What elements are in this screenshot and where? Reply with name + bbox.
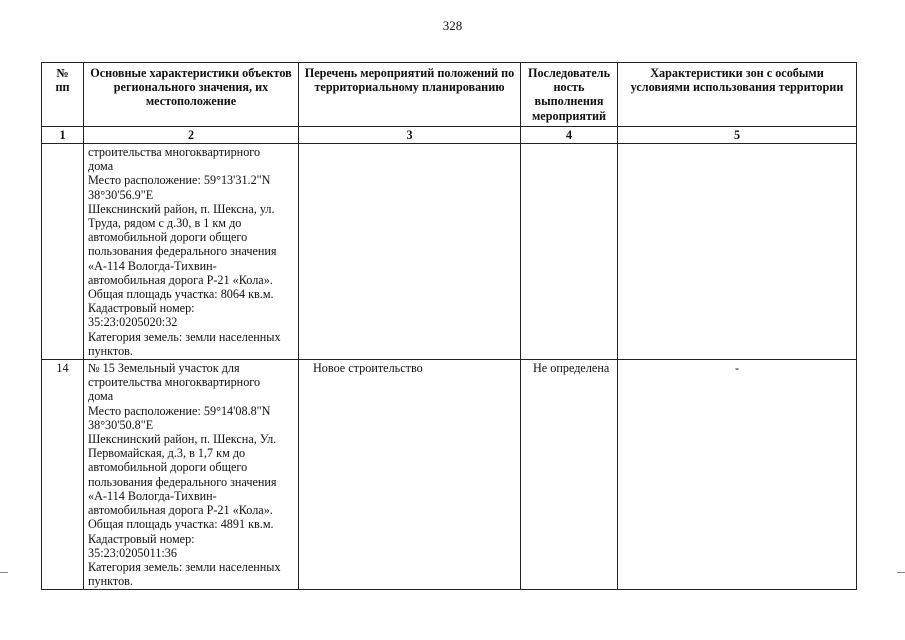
header-zones: Характеристики зон с особыми условиями использования территории	[618, 63, 857, 127]
column-number: 3	[299, 126, 521, 143]
header-row	[42, 63, 857, 127]
header-characteristics: Основные характеристики объектов регионального значения, их местоположение	[84, 63, 299, 127]
header-number: № пп	[42, 63, 84, 127]
zones-cell	[618, 144, 857, 360]
row-number	[42, 144, 84, 360]
table-row	[42, 144, 857, 360]
object-description: строительства многоквартирного дома Место расположение: 59°13'31.2"N 38°30'56.9"E Шекснинский район, п. Шексна, ул. Труда, рядом с д.30, в 1 км до автомобильной дороги общего пользования федерального значения «А-114 Вологда-Тихвин- автомобильная дорога Р-21 «Кола». Общая площадь участка: 8064 кв.м. Кадастровый номер: 35:23:0205020:32 Категория земель: земли населенных пунктов.	[84, 144, 299, 360]
activities-cell: Новое строительство	[299, 360, 521, 590]
sequence-cell: Не определена	[521, 360, 618, 590]
page-number: 328	[442, 18, 463, 33]
column-number: 1	[42, 126, 84, 143]
header-activities: Перечень мероприятий положений по территориальному планированию	[299, 63, 521, 127]
column-number: 2	[84, 126, 299, 143]
sequence-cell	[521, 144, 618, 360]
table-row	[42, 360, 857, 590]
margin-mark	[897, 572, 905, 573]
object-description: № 15 Земельный участок для строительства многоквартирного дома Место расположение: 59°14'08.8"N 38°30'50.8"E Шекснинский район, п. Шексна, Ул. Первомайская, д.3, в 1,7 км до автомобильной дороги общего пользования федерального значения «А-114 Вологда-Тихвин- автомобильная дорога Р-21 «Кола». Общая площадь участка: 4891 кв.м. Кадастровый номер: 35:23:0205011:36 Категория земель: земли населенных пунктов.	[84, 360, 299, 590]
column-number: 5	[618, 126, 857, 143]
header-sequence: Последователь ность выполнения мероприятий	[521, 63, 618, 127]
zones-cell: -	[618, 360, 857, 590]
row-number: 14	[42, 360, 84, 590]
column-number: 4	[521, 126, 618, 143]
margin-mark	[0, 572, 8, 573]
column-number-row	[42, 126, 857, 143]
activities-cell	[299, 144, 521, 360]
planning-table	[41, 62, 857, 590]
